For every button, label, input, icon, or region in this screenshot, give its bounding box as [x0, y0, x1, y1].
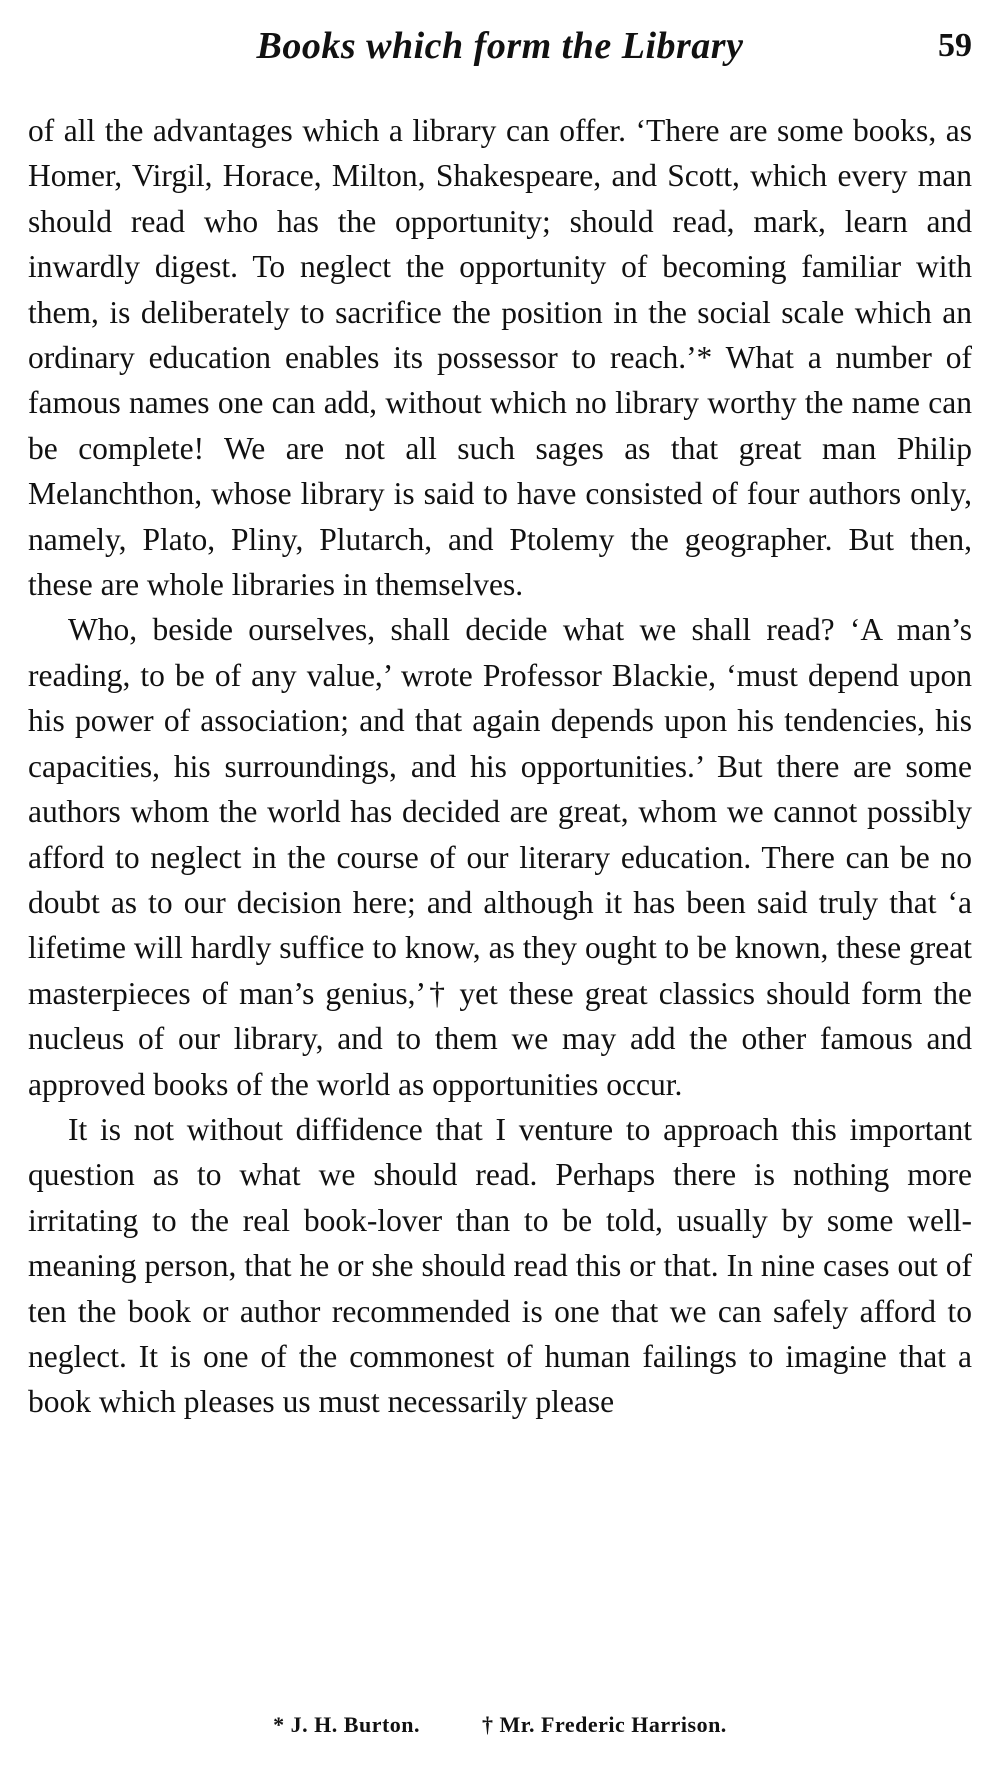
paragraph-continued: of all the advantages which a library can offer. ‘There are some books, as Homer, Virgil, Horace, Milton, Shakespeare, and Scott, which every man should read who has the opportunity; should read, mark, learn and inwardly digest. To neglect the opportunity of becoming familiar with them, is deliberately to sacrifice the position in the social scale which an ordinary education enables its possessor to reach.’* What a number of famous names one can add, without which no library worthy the name can be complete! We are not all such sages as that great man Philip Melanchthon, whose library is said to have consisted of four authors only, namely, Plato, Pliny, Plutarch, and Ptolemy the geographer. But then, these are whole libraries in themselves.	[28, 113, 972, 603]
paragraph-who-shall-decide: Who, beside ourselves, shall decide what we shall read? ‘A man’s reading, to be of any value,’ wrote Professor Blackie, ‘must depend upon his power of association; and that again depends upon his tendencies, his capacities, his surroundings, and his opportunities.’ But there are some authors whom the world has decided are great, whom we cannot possibly afford to neglect in the course of our literary education. There can be no doubt as to our decision here; and although it has been said truly that ‘a lifetime will hardly suffice to know, as they ought to be known, these great masterpieces of man’s genius,’† yet these great classics should form the nucleus of our library, and to them we may add the other famous and approved books of the world as opportunities occur.	[28, 612, 972, 1102]
footnote-burton: * J. H. Burton.	[273, 1712, 421, 1737]
body-text	[28, 108, 972, 1425]
page-number: 59	[938, 27, 972, 64]
paragraph-diffidence: It is not without diffidence that I venture to approach this important question as to what we should read. Perhaps there is nothing more irritating to the real book-lover than to be told, usually by some well-meaning person, that he or she should read this or that. In nine cases out of ten the book or author recommended is one that we can safely afford to neglect. It is one of the commonest of human failings to imagine that a book which pleases us must necessarily please	[28, 1111, 972, 1420]
footnote-harrison: † Mr. Frederic Harrison.	[482, 1712, 727, 1737]
footnotes	[0, 1710, 1000, 1740]
running-title: Books which form the Library	[256, 25, 744, 67]
running-head	[28, 18, 972, 74]
